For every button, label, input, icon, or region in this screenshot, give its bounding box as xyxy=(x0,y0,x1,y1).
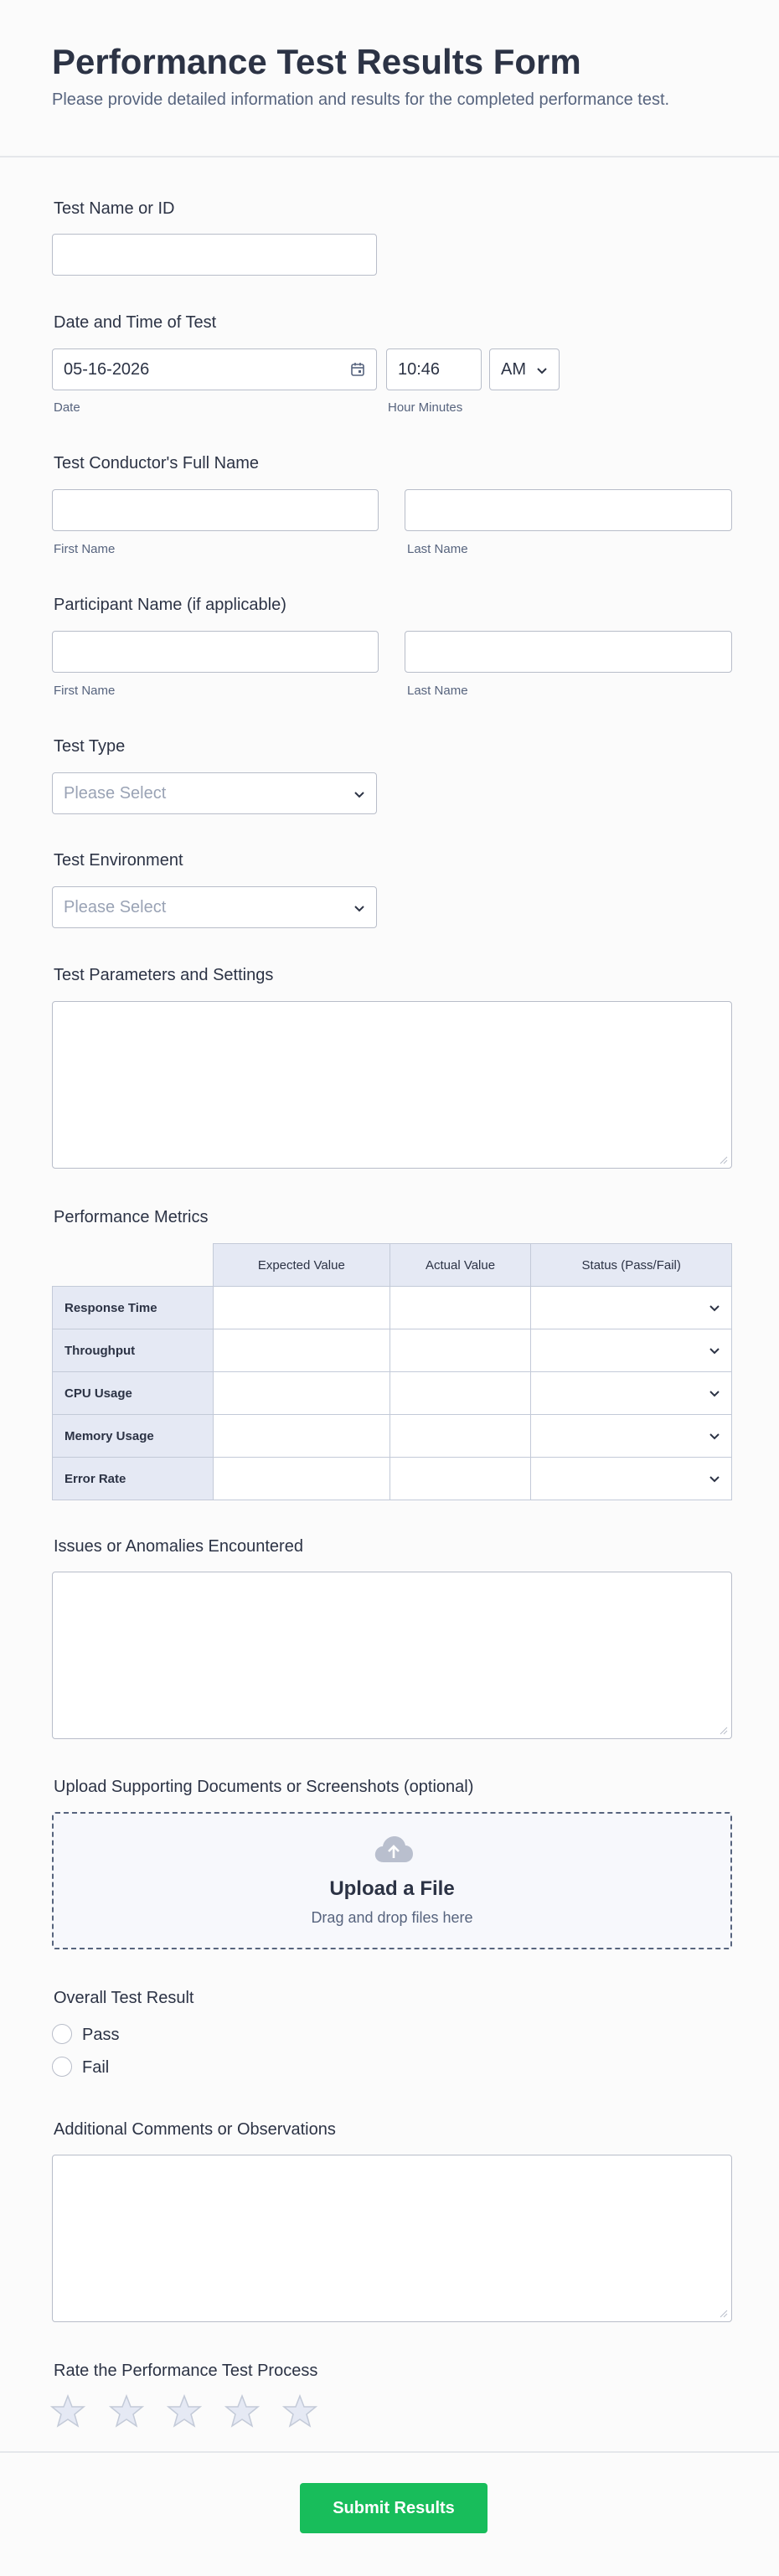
upload-title: Upload a File xyxy=(329,1877,455,1900)
test-environment-select[interactable] xyxy=(52,886,377,928)
calendar-icon[interactable] xyxy=(350,362,365,377)
participant-first-sublabel: First Name xyxy=(54,684,116,698)
chevron-down-icon xyxy=(708,1472,721,1485)
test-environment-placeholder: Please Select xyxy=(64,898,167,916)
participant-last-sublabel: Last Name xyxy=(407,684,468,698)
comments-textarea[interactable] xyxy=(52,2155,732,2322)
test-environment-label: Test Environment xyxy=(54,851,183,870)
form-subtitle: Please provide detailed information and results for the completed performance test. xyxy=(52,90,670,109)
chevron-down-icon xyxy=(708,1386,721,1400)
actual-value-cell[interactable] xyxy=(390,1287,531,1329)
rating-label: Rate the Performance Test Process xyxy=(54,2362,318,2380)
row-header: CPU Usage xyxy=(53,1372,214,1415)
form-title: Performance Test Results Form xyxy=(52,42,581,81)
issues-label: Issues or Anomalies Encountered xyxy=(54,1537,303,1556)
test-type-label: Test Type xyxy=(54,737,126,756)
test-type-select[interactable] xyxy=(52,772,377,814)
table-row xyxy=(53,1287,732,1329)
test-name-label: Test Name or ID xyxy=(54,199,175,218)
row-header: Throughput xyxy=(53,1329,214,1372)
date-input[interactable] xyxy=(52,348,377,390)
time-value: 10:46 xyxy=(398,360,441,379)
chevron-down-icon xyxy=(708,1301,721,1314)
star-icon[interactable] xyxy=(167,2394,202,2428)
parameters-label: Test Parameters and Settings xyxy=(54,966,274,984)
date-value: 05-16-2026 xyxy=(64,360,150,379)
resize-grip-icon[interactable] xyxy=(720,2310,728,2318)
form-header xyxy=(0,0,779,157)
row-header: Memory Usage xyxy=(53,1415,214,1458)
file-upload-dropzone[interactable] xyxy=(52,1812,732,1949)
column-header: Status (Pass/Fail) xyxy=(531,1244,732,1287)
participant-last-name-input[interactable] xyxy=(405,631,732,673)
actual-value-cell[interactable] xyxy=(390,1329,531,1372)
resize-grip-icon[interactable] xyxy=(720,1727,728,1735)
participant-label: Participant Name (if applicable) xyxy=(54,596,286,614)
status-select[interactable] xyxy=(531,1329,732,1372)
conductor-first-name-input[interactable] xyxy=(52,489,379,531)
ampm-select[interactable] xyxy=(489,348,560,390)
upload-subtitle: Drag and drop files here xyxy=(311,1909,473,1926)
conductor-label: Test Conductor's Full Name xyxy=(54,454,260,472)
expected-value-cell[interactable] xyxy=(214,1458,390,1500)
parameters-textarea[interactable] xyxy=(52,1001,732,1169)
status-select[interactable] xyxy=(531,1458,732,1500)
conductor-first-sublabel: First Name xyxy=(54,542,116,556)
table-row xyxy=(53,1372,732,1415)
datetime-label: Date and Time of Test xyxy=(54,313,217,332)
star-icon[interactable] xyxy=(282,2394,317,2428)
chevron-down-icon xyxy=(535,364,549,377)
conductor-last-sublabel: Last Name xyxy=(407,542,468,556)
expected-value-cell[interactable] xyxy=(214,1287,390,1329)
actual-value-cell[interactable] xyxy=(390,1458,531,1500)
issues-textarea[interactable] xyxy=(52,1572,732,1739)
status-select[interactable] xyxy=(531,1415,732,1458)
expected-value-cell[interactable] xyxy=(214,1329,390,1372)
time-input[interactable] xyxy=(386,348,482,390)
expected-value-cell[interactable] xyxy=(214,1372,390,1415)
star-icon[interactable] xyxy=(224,2394,260,2428)
chevron-down-icon xyxy=(353,901,366,915)
matrix-corner xyxy=(53,1244,214,1287)
expected-value-cell[interactable] xyxy=(214,1415,390,1458)
cloud-upload-icon xyxy=(373,1834,415,1864)
status-select[interactable] xyxy=(531,1287,732,1329)
metrics-table xyxy=(52,1243,732,1500)
upload-label: Upload Supporting Documents or Screenshots (optional) xyxy=(54,1778,474,1796)
radio-pass[interactable] xyxy=(52,2024,72,2044)
radio-pass-label[interactable]: Pass xyxy=(82,2026,120,2044)
star-icon[interactable] xyxy=(109,2394,144,2428)
table-row xyxy=(53,1329,732,1372)
metrics-label: Performance Metrics xyxy=(54,1208,209,1226)
table-row xyxy=(53,1415,732,1458)
radio-fail-label[interactable]: Fail xyxy=(82,2058,110,2077)
actual-value-cell[interactable] xyxy=(390,1372,531,1415)
comments-label: Additional Comments or Observations xyxy=(54,2120,336,2139)
radio-fail[interactable] xyxy=(52,2057,72,2077)
date-sublabel: Date xyxy=(54,400,80,415)
resize-grip-icon[interactable] xyxy=(720,1156,728,1164)
participant-first-name-input[interactable] xyxy=(52,631,379,673)
test-type-placeholder: Please Select xyxy=(64,784,167,803)
star-icon[interactable] xyxy=(50,2394,85,2428)
footer-divider xyxy=(0,2451,779,2453)
time-sublabel: Hour Minutes xyxy=(388,400,463,415)
actual-value-cell[interactable] xyxy=(390,1415,531,1458)
chevron-down-icon xyxy=(708,1344,721,1357)
row-header: Response Time xyxy=(53,1287,214,1329)
overall-result-label: Overall Test Result xyxy=(54,1989,194,2007)
row-header: Error Rate xyxy=(53,1458,214,1500)
column-header: Actual Value xyxy=(390,1244,531,1287)
test-name-input[interactable] xyxy=(52,234,377,276)
chevron-down-icon xyxy=(708,1429,721,1443)
table-row xyxy=(53,1458,732,1500)
column-header: Expected Value xyxy=(214,1244,390,1287)
ampm-value: AM xyxy=(501,360,526,379)
conductor-last-name-input[interactable] xyxy=(405,489,732,531)
chevron-down-icon xyxy=(353,787,366,801)
status-select[interactable] xyxy=(531,1372,732,1415)
submit-button[interactable]: Submit Results xyxy=(300,2483,488,2533)
